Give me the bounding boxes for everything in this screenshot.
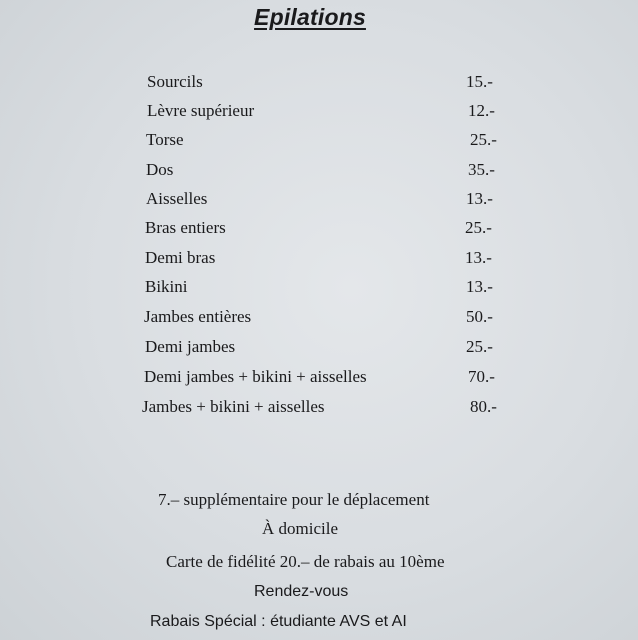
price-row <box>0 189 638 217</box>
service-price: 13.- <box>465 248 492 267</box>
service-name: Bras entiers <box>145 218 226 237</box>
appointment-text: Rendez-vous <box>254 583 349 600</box>
service-price: 80.- <box>470 397 497 416</box>
service-name: Jambes entières <box>144 307 252 326</box>
home-service-text: À domicile <box>262 519 339 538</box>
home-service-note <box>0 519 638 543</box>
travel-fee-text: 7.– supplémentaire pour le déplacement <box>158 490 430 509</box>
price-row <box>0 101 638 129</box>
service-name: Bikini <box>145 277 188 296</box>
price-row <box>0 248 638 276</box>
service-name: Aisselles <box>146 189 208 208</box>
price-row <box>0 277 638 305</box>
service-name: Demi jambes + bikini + aisselles <box>144 367 367 386</box>
service-name: Demi bras <box>145 248 216 267</box>
price-row <box>0 397 638 425</box>
travel-fee-note <box>0 490 638 514</box>
service-price: 25.- <box>465 218 492 237</box>
service-price: 35.- <box>468 160 495 179</box>
service-price: 50.- <box>466 307 493 326</box>
price-row <box>0 72 638 100</box>
special-discount-text: Rabais Spécial : étudiante AVS et AI <box>150 613 407 630</box>
price-row <box>0 130 638 158</box>
service-price: 25.- <box>470 130 497 149</box>
service-name: Sourcils <box>147 72 203 91</box>
service-price: 70.- <box>468 367 495 386</box>
service-price: 25.- <box>466 337 493 356</box>
price-row <box>0 307 638 335</box>
appointment-note <box>0 583 638 607</box>
loyalty-card-note <box>0 552 638 576</box>
price-row <box>0 367 638 395</box>
service-name: Lèvre supérieur <box>147 101 255 120</box>
service-name: Jambes + bikini + aisselles <box>142 397 325 416</box>
service-name: Torse <box>146 130 184 149</box>
price-row <box>0 160 638 188</box>
special-discount-note <box>0 613 638 637</box>
service-price: 15.- <box>466 72 493 91</box>
price-row <box>0 337 638 365</box>
service-price: 12.- <box>468 101 495 120</box>
service-name: Demi jambes <box>145 337 236 356</box>
loyalty-card-text: Carte de fidélité 20.– de rabais au 10ème <box>166 552 445 571</box>
page-title: Epilations <box>254 4 366 30</box>
service-name: Dos <box>146 160 174 179</box>
price-row <box>0 218 638 246</box>
service-price: 13.- <box>466 277 493 296</box>
service-price: 13.- <box>466 189 493 208</box>
